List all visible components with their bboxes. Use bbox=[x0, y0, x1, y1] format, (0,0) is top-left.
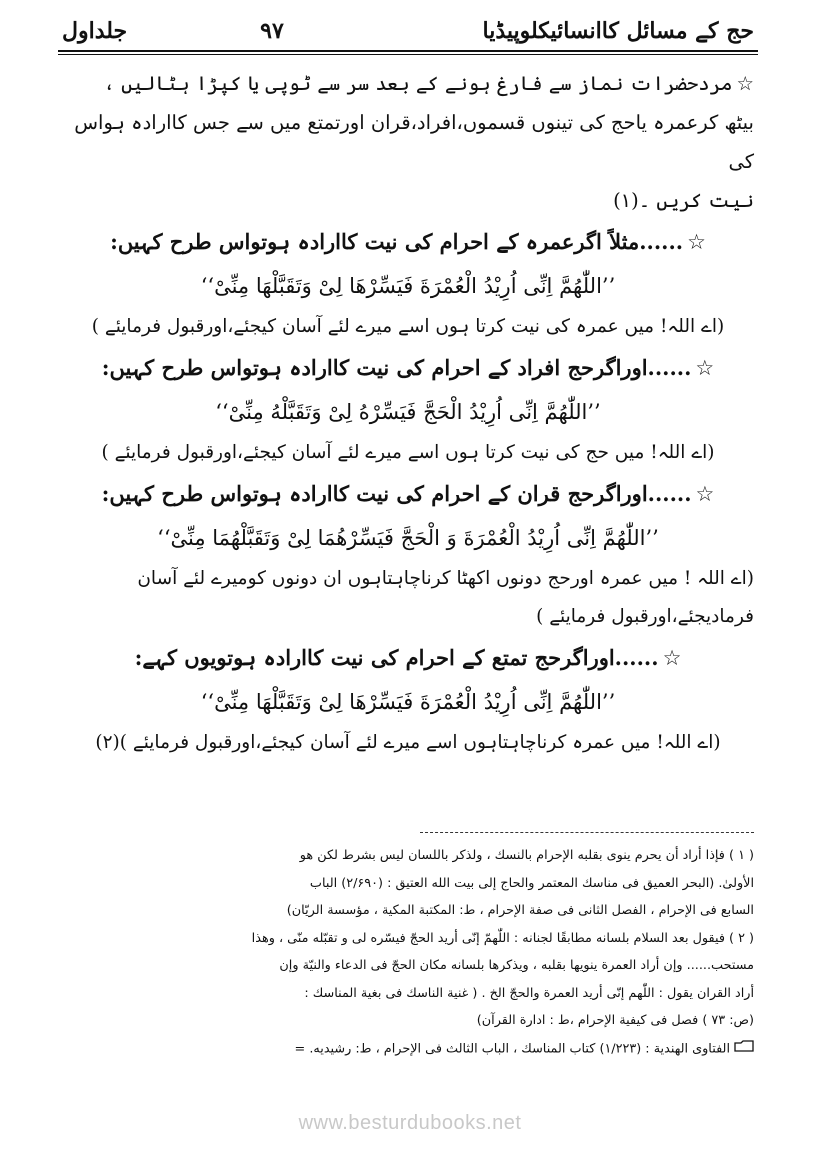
arabic-dua-umrah: ’’اللّٰهُمَّ اِنِّی اُرِیْدُ الْعُمْرَةَ فَیَسِّرْهَا لِیْ وَتَقَبَّلْهَا مِنِّیْ‘‘ bbox=[200, 274, 616, 298]
footnotes bbox=[62, 842, 754, 1062]
intro-line-1: مردحضرات نماز سے فارغ ہونے کے بعد سر سے ٹوپی یا کپڑا ہٹالیں ، bbox=[103, 72, 733, 95]
header-rule-thick bbox=[58, 50, 758, 52]
footnote-2-line-1: ( ۲ ) فيقول بعد السلام بلسانه مطابقًا لجنانه : اللّٰهمّ إنّى أريد الحجّ فيسّره لى و تقبّله منّى ، وهذا bbox=[251, 930, 754, 946]
page-number: ۹۷ bbox=[260, 18, 284, 44]
arabic-dua-qiran: ’’اللّٰهُمَّ اِنِّی اُرِیْدُ الْعُمْرَةَ وَ الْحَجَّ فَیَسِّرْهُمَا لِیْ وَتَقَبَّلْهُمَا مِنِّیْ‘‘ bbox=[157, 526, 659, 550]
heading-text: ......اوراگرحج افراد کے احرام کی نیت کاارادہ ہوتواس طرح کہیں: bbox=[101, 355, 692, 380]
footnote-2-line-3: أراد القران يقول : اللّٰهم إنّى أريد العمرة والحجّ الخ . ( غنية الناسك فى بغية المناسك : bbox=[304, 985, 754, 1001]
header-rule-thin bbox=[58, 54, 758, 55]
section-heading-umrah bbox=[62, 220, 754, 264]
footnote-separator bbox=[420, 832, 754, 833]
star-icon: ☆ bbox=[695, 356, 715, 380]
main-text bbox=[62, 64, 754, 762]
book-title: حج کے مسائل کاانسائیکلوپیڈیا bbox=[482, 18, 754, 44]
footnote-3-line-1 bbox=[62, 1035, 754, 1063]
arabic-dua-tamattu: ’’اللّٰهُمَّ اِنِّی اُرِیْدُ الْعُمْرَةَ فَیَسِّرْهَا لِیْ وَتَقَبَّلْهَا مِنِّیْ‘‘ bbox=[200, 690, 616, 714]
site-watermark: www.besturdubooks.net bbox=[298, 1112, 522, 1134]
heading-text: ......اوراگرحج قران کے احرام کی نیت کاارادہ ہوتواس طرح کہیں: bbox=[101, 481, 692, 506]
page-header bbox=[62, 0, 754, 50]
section-heading-qiran bbox=[62, 472, 754, 516]
footnote-2-line-4: (ص: ۷۳ ) فصل فى كيفية الإحرام ،ط : ادارة القرآن) bbox=[476, 1013, 754, 1028]
footnote-1-line-1: ( ۱ ) فإذا أراد أن يحرم ينوى بقلبه الإحرام بالنسك ، ولذكر باللسان ليس بشرط لكن هو bbox=[299, 848, 754, 863]
translation-qiran-line-2: فرمادیجئے،اورقبول فرمایئے ) bbox=[536, 606, 754, 627]
section-heading-ifrad bbox=[62, 346, 754, 390]
star-icon: ☆ bbox=[662, 646, 682, 670]
translation-qiran-line-1: (اے اللہ ! میں عمرہ اورحج دونوں اکھٹا کرناچاہتاہوں ان دونوں کومیرے لئے آسان bbox=[137, 568, 754, 589]
intro-line-2: بیٹھ کرعمرہ یاحج کی تینوں قسموں،افراد،قران اورتمتع میں سے جس کاارادہ ہواس کی bbox=[74, 111, 754, 173]
volume-label: جلداول bbox=[62, 18, 128, 44]
section-heading-tamattu bbox=[62, 636, 754, 680]
arabic-dua-ifrad: ’’اللّٰهُمَّ اِنِّی اُرِیْدُ الْحَجَّ فَیَسِّرْهُ لِیْ وَتَقَبَّلْهُ مِنِّیْ‘‘ bbox=[215, 400, 601, 424]
heading-text: ......مثلاً اگرعمرہ کے احرام کی نیت کاارادہ ہوتواس طرح کہیں: bbox=[110, 229, 684, 254]
translation-tamattu: (اے اللہ! میں عمرہ کرناچاہتاہوں اسے میرے لئے آسان کیجئے،اورقبول فرمایئے )(۲) bbox=[95, 732, 721, 753]
translation-ifrad: (اے اللہ! میں حج کی نیت کرتا ہوں اسے میرے لئے آسان کیجئے،اورقبول فرمایئے ) bbox=[101, 442, 715, 463]
footnote-1-line-3: السابع فى الإحرام ، الفصل الثانى فى صفة الإحرام ، ط: المكتبة المكية ، مؤسسة الريّان) bbox=[286, 903, 754, 918]
reference-box-icon bbox=[734, 1035, 754, 1063]
intro-paragraph bbox=[62, 64, 754, 103]
heading-text: ......اوراگرحج تمتع کے احرام کی نیت کاارادہ ہوتویوں کہے: bbox=[134, 645, 659, 670]
star-icon: ☆ bbox=[736, 72, 754, 95]
footnote-2-line-2: مستحب...... وإن أراد العمرة ينويها بقلبه ، ويذكرها بلسانه مكان الحجّ فى الدعاء والنيّة وإن bbox=[279, 958, 754, 973]
footnote-3-text: الفتاوى الهندية : (۱/۲۲۳) كتاب المناسك ، الباب الثالث فى الإحرام ، ط: رشيديه. = bbox=[294, 1040, 730, 1056]
translation-umrah: (اے اللہ! میں عمرہ کی نیت کرتا ہوں اسے میرے لئے آسان کیجئے،اورقبول فرمایئے ) bbox=[91, 316, 725, 337]
star-icon: ☆ bbox=[687, 230, 706, 254]
star-icon: ☆ bbox=[695, 482, 715, 506]
intro-line-3: نیت کریں ۔(۱) bbox=[613, 189, 754, 212]
footnote-1-line-2: الأولىٰ. (البحر العميق فى مناسك المعتمر والحاج إلى بيت الله العتيق : (۲/۶۹۰) الباب bbox=[309, 875, 754, 891]
